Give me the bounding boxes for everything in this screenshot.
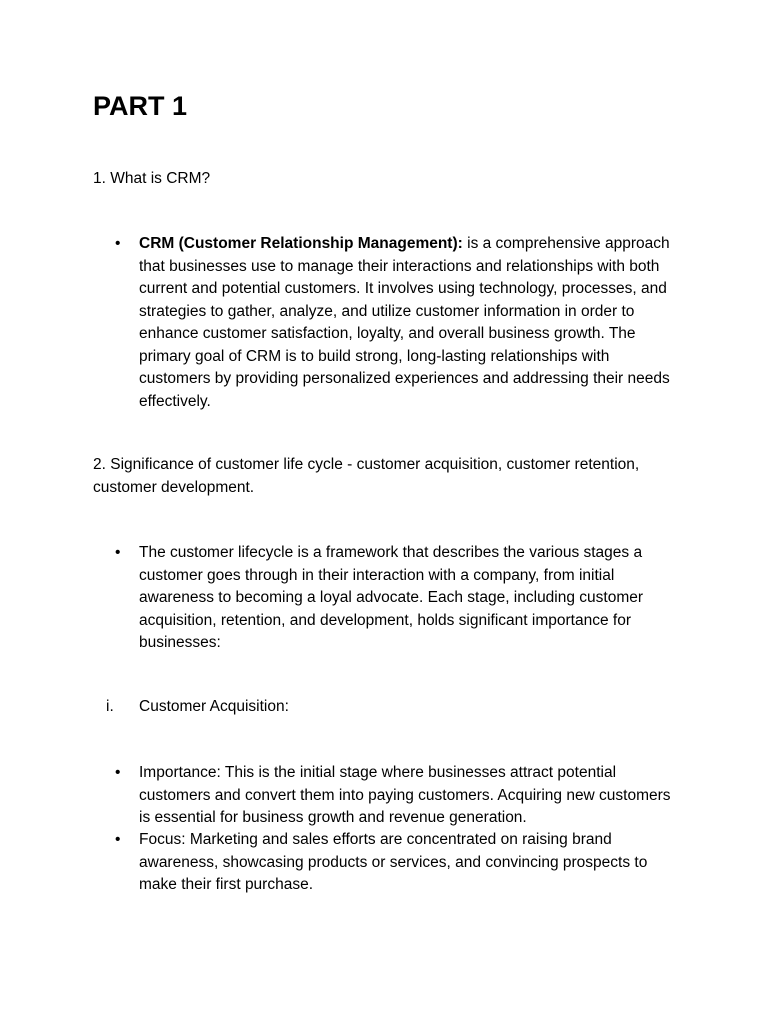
question-2: 2. Significance of customer life cycle - customer acquisition, customer retention, customer development.: [93, 456, 640, 496]
bullet-icon: •: [115, 764, 121, 781]
list-item-customer-lifecycle: [115, 542, 684, 655]
roman-numeral: i.: [106, 698, 114, 715]
page-title: PART 1: [93, 91, 188, 121]
bullet-icon: •: [115, 235, 121, 252]
crm-definition-text: is a comprehensive approach that businesses use to manage their interactions and relationships with both current and potential customers. It involves using technology, processes, and strategies to gather, analyze, and utilize customer information in order to enhance customer satisfaction, loyalty, and overall business growth. The primary goal of CRM is to build strong, long-lasting relationships with customers by providing personalized experiences and addressing their needs effectively.: [139, 235, 670, 410]
crm-term: CRM (Customer Relationship Management):: [139, 235, 463, 252]
list-item-crm-definition: [115, 233, 684, 413]
bullet-icon: •: [115, 831, 121, 848]
list-item-importance: [115, 762, 684, 830]
bullet-icon: •: [115, 544, 121, 561]
importance-text: Importance: This is the initial stage where businesses attract potential customers and convert them into paying customers. Acquiring new customers is essential for business growth and revenue generation.: [139, 764, 671, 826]
lifecycle-text: The customer lifecycle is a framework that describes the various stages a customer goes through in their interaction with a company, from initial awareness to becoming a loyal advocate. Each stage, including customer acquisition, retention, and development, holds significant importance for businesses:: [139, 544, 644, 651]
question-1: 1. What is CRM?: [93, 170, 211, 187]
section-heading-acquisition: Customer Acquisition:: [139, 698, 289, 715]
list-item-focus: [115, 829, 684, 897]
focus-text: Focus: Marketing and sales efforts are concentrated on raising brand awareness, showcasing products or services, and convincing prospects to make their first purchase.: [139, 831, 648, 893]
